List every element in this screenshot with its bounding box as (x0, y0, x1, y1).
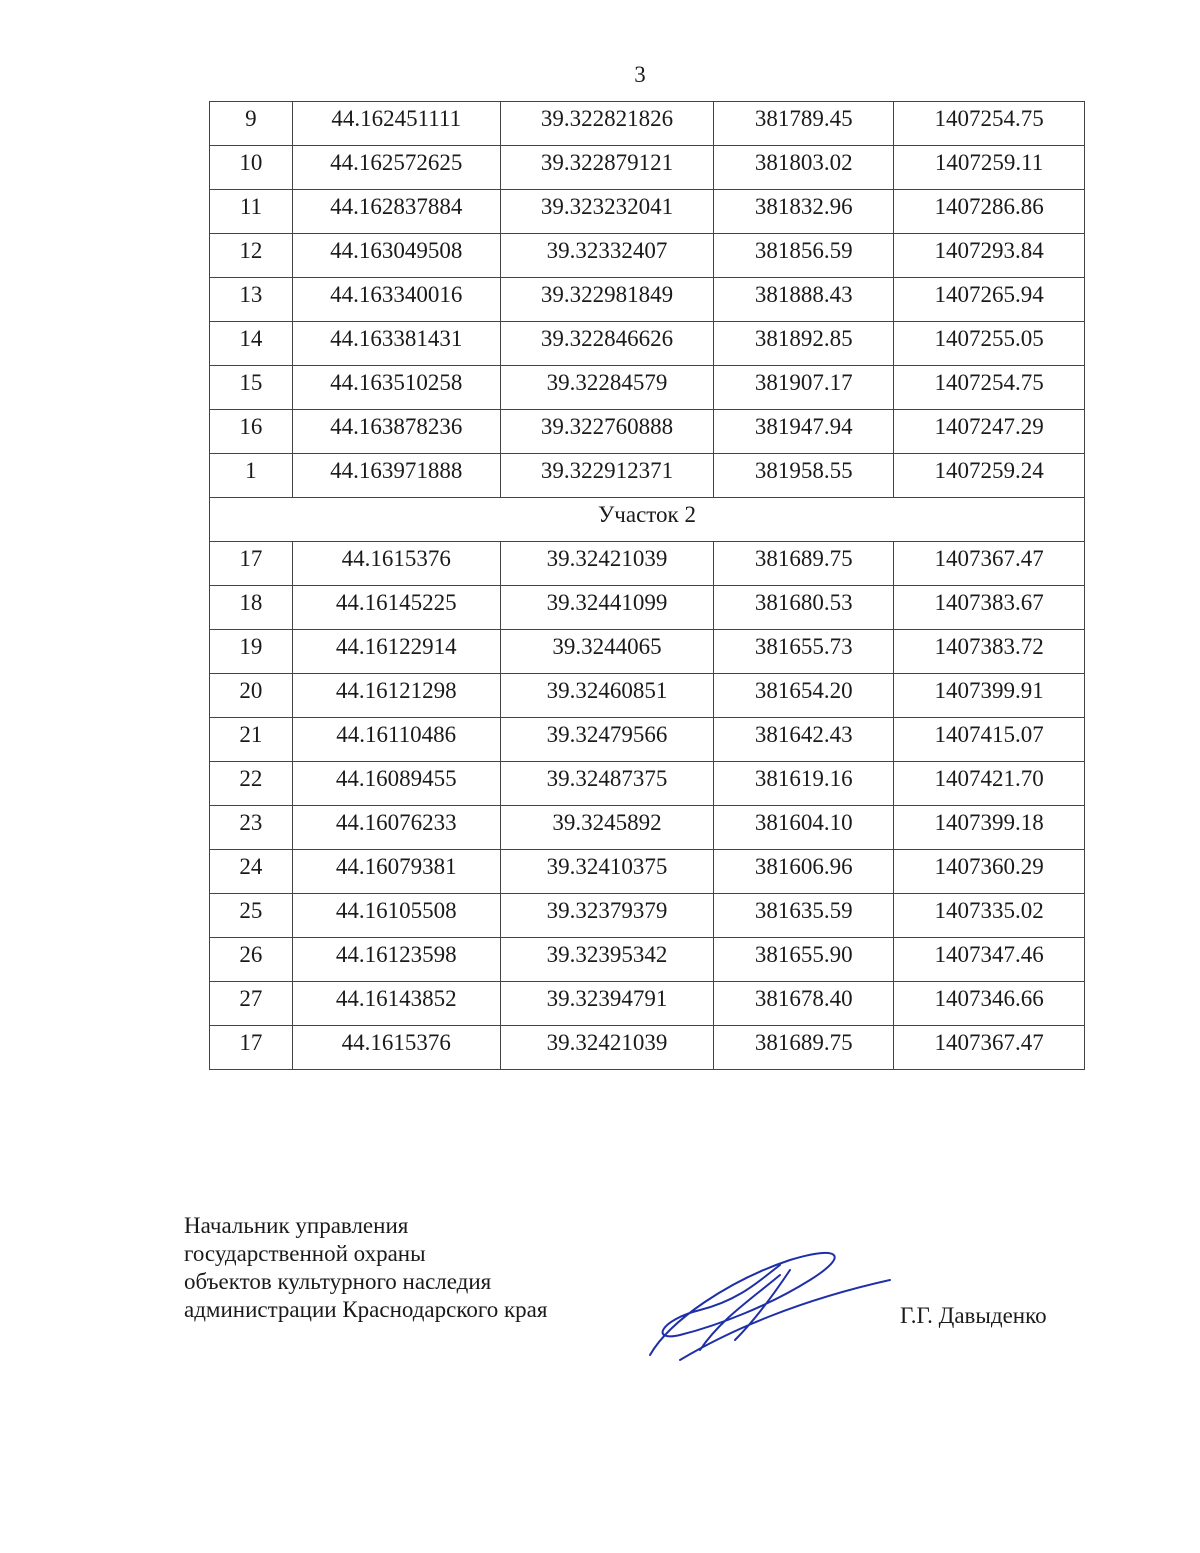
table-row (210, 542, 1085, 586)
latitude-cell: 44.163340016 (292, 278, 500, 322)
x-coordinate-cell: 381642.43 (714, 718, 894, 762)
coordinates-table (209, 101, 1085, 1070)
table-row (210, 850, 1085, 894)
latitude-cell: 44.1615376 (292, 542, 500, 586)
longitude-cell: 39.32460851 (500, 674, 714, 718)
table-row (210, 674, 1085, 718)
longitude-cell: 39.32421039 (500, 542, 714, 586)
latitude-cell: 44.162572625 (292, 146, 500, 190)
table-row (210, 410, 1085, 454)
latitude-cell: 44.163510258 (292, 366, 500, 410)
longitude-cell: 39.322821826 (500, 102, 714, 146)
x-coordinate-cell: 381947.94 (714, 410, 894, 454)
y-coordinate-cell: 1407367.47 (894, 1026, 1085, 1070)
latitude-cell: 44.16143852 (292, 982, 500, 1026)
point-number-cell: 23 (210, 806, 293, 850)
signer-position-line: Начальник управления (184, 1213, 409, 1238)
latitude-cell: 44.1615376 (292, 1026, 500, 1070)
x-coordinate-cell: 381604.10 (714, 806, 894, 850)
point-number-cell: 1 (210, 454, 293, 498)
point-number-cell: 21 (210, 718, 293, 762)
latitude-cell: 44.163878236 (292, 410, 500, 454)
table-row (210, 366, 1085, 410)
signer-position-line: администрации Краснодарского края (184, 1297, 548, 1322)
latitude-cell: 44.16089455 (292, 762, 500, 806)
x-coordinate-cell: 381619.16 (714, 762, 894, 806)
longitude-cell: 39.32394791 (500, 982, 714, 1026)
point-number-cell: 9 (210, 102, 293, 146)
longitude-cell: 39.32487375 (500, 762, 714, 806)
point-number-cell: 26 (210, 938, 293, 982)
latitude-cell: 44.16121298 (292, 674, 500, 718)
latitude-cell: 44.163381431 (292, 322, 500, 366)
latitude-cell: 44.16123598 (292, 938, 500, 982)
signer-position-line: объектов культурного наследия (184, 1269, 492, 1294)
longitude-cell: 39.3244065 (500, 630, 714, 674)
x-coordinate-cell: 381803.02 (714, 146, 894, 190)
y-coordinate-cell: 1407259.11 (894, 146, 1085, 190)
longitude-cell: 39.322981849 (500, 278, 714, 322)
longitude-cell: 39.3245892 (500, 806, 714, 850)
y-coordinate-cell: 1407421.70 (894, 762, 1085, 806)
y-coordinate-cell: 1407399.91 (894, 674, 1085, 718)
table-row (210, 454, 1085, 498)
x-coordinate-cell: 381680.53 (714, 586, 894, 630)
x-coordinate-cell: 381689.75 (714, 542, 894, 586)
table-row (210, 1026, 1085, 1070)
latitude-cell: 44.16105508 (292, 894, 500, 938)
table-row (210, 630, 1085, 674)
signer-position (184, 1212, 547, 1324)
x-coordinate-cell: 381606.96 (714, 850, 894, 894)
y-coordinate-cell: 1407335.02 (894, 894, 1085, 938)
y-coordinate-cell: 1407254.75 (894, 366, 1085, 410)
y-coordinate-cell: 1407347.46 (894, 938, 1085, 982)
point-number-cell: 11 (210, 190, 293, 234)
point-number-cell: 17 (210, 542, 293, 586)
x-coordinate-cell: 381654.20 (714, 674, 894, 718)
table-row (210, 190, 1085, 234)
x-coordinate-cell: 381907.17 (714, 366, 894, 410)
longitude-cell: 39.322879121 (500, 146, 714, 190)
table-row (210, 586, 1085, 630)
y-coordinate-cell: 1407254.75 (894, 102, 1085, 146)
x-coordinate-cell: 381689.75 (714, 1026, 894, 1070)
longitude-cell: 39.32379379 (500, 894, 714, 938)
handwritten-signature (640, 1240, 900, 1370)
longitude-cell: 39.32479566 (500, 718, 714, 762)
table-row (210, 322, 1085, 366)
longitude-cell: 39.323232041 (500, 190, 714, 234)
table-row (210, 146, 1085, 190)
longitude-cell: 39.32441099 (500, 586, 714, 630)
table-row (210, 806, 1085, 850)
point-number-cell: 14 (210, 322, 293, 366)
point-number-cell: 13 (210, 278, 293, 322)
latitude-cell: 44.16076233 (292, 806, 500, 850)
x-coordinate-cell: 381678.40 (714, 982, 894, 1026)
table-row (210, 234, 1085, 278)
point-number-cell: 16 (210, 410, 293, 454)
y-coordinate-cell: 1407259.24 (894, 454, 1085, 498)
section-label: Участок 2 (210, 498, 1085, 542)
signer-name: Г.Г. Давыденко (900, 1303, 1047, 1328)
point-number-cell: 25 (210, 894, 293, 938)
point-number-cell: 12 (210, 234, 293, 278)
table-row (210, 894, 1085, 938)
longitude-cell: 39.32332407 (500, 234, 714, 278)
point-number-cell: 20 (210, 674, 293, 718)
page-number: 3 (634, 62, 646, 87)
table-row (210, 938, 1085, 982)
x-coordinate-cell: 381892.85 (714, 322, 894, 366)
x-coordinate-cell: 381635.59 (714, 894, 894, 938)
y-coordinate-cell: 1407286.86 (894, 190, 1085, 234)
latitude-cell: 44.163971888 (292, 454, 500, 498)
latitude-cell: 44.16122914 (292, 630, 500, 674)
point-number-cell: 22 (210, 762, 293, 806)
point-number-cell: 18 (210, 586, 293, 630)
y-coordinate-cell: 1407360.29 (894, 850, 1085, 894)
longitude-cell: 39.322912371 (500, 454, 714, 498)
table-row (210, 718, 1085, 762)
point-number-cell: 17 (210, 1026, 293, 1070)
longitude-cell: 39.32284579 (500, 366, 714, 410)
section-row (210, 498, 1085, 542)
x-coordinate-cell: 381655.73 (714, 630, 894, 674)
latitude-cell: 44.16145225 (292, 586, 500, 630)
x-coordinate-cell: 381655.90 (714, 938, 894, 982)
signer-position-line: государственной охраны (184, 1241, 426, 1266)
x-coordinate-cell: 381789.45 (714, 102, 894, 146)
y-coordinate-cell: 1407367.47 (894, 542, 1085, 586)
y-coordinate-cell: 1407346.66 (894, 982, 1085, 1026)
y-coordinate-cell: 1407383.67 (894, 586, 1085, 630)
point-number-cell: 27 (210, 982, 293, 1026)
x-coordinate-cell: 381856.59 (714, 234, 894, 278)
x-coordinate-cell: 381832.96 (714, 190, 894, 234)
latitude-cell: 44.16110486 (292, 718, 500, 762)
point-number-cell: 19 (210, 630, 293, 674)
y-coordinate-cell: 1407247.29 (894, 410, 1085, 454)
y-coordinate-cell: 1407255.05 (894, 322, 1085, 366)
latitude-cell: 44.163049508 (292, 234, 500, 278)
longitude-cell: 39.32410375 (500, 850, 714, 894)
y-coordinate-cell: 1407293.84 (894, 234, 1085, 278)
table-row (210, 278, 1085, 322)
x-coordinate-cell: 381888.43 (714, 278, 894, 322)
table-row (210, 982, 1085, 1026)
table-row (210, 102, 1085, 146)
longitude-cell: 39.322846626 (500, 322, 714, 366)
latitude-cell: 44.162451111 (292, 102, 500, 146)
y-coordinate-cell: 1407383.72 (894, 630, 1085, 674)
table-row (210, 762, 1085, 806)
longitude-cell: 39.32395342 (500, 938, 714, 982)
point-number-cell: 15 (210, 366, 293, 410)
y-coordinate-cell: 1407415.07 (894, 718, 1085, 762)
longitude-cell: 39.322760888 (500, 410, 714, 454)
latitude-cell: 44.16079381 (292, 850, 500, 894)
latitude-cell: 44.162837884 (292, 190, 500, 234)
y-coordinate-cell: 1407265.94 (894, 278, 1085, 322)
point-number-cell: 10 (210, 146, 293, 190)
y-coordinate-cell: 1407399.18 (894, 806, 1085, 850)
x-coordinate-cell: 381958.55 (714, 454, 894, 498)
point-number-cell: 24 (210, 850, 293, 894)
longitude-cell: 39.32421039 (500, 1026, 714, 1070)
